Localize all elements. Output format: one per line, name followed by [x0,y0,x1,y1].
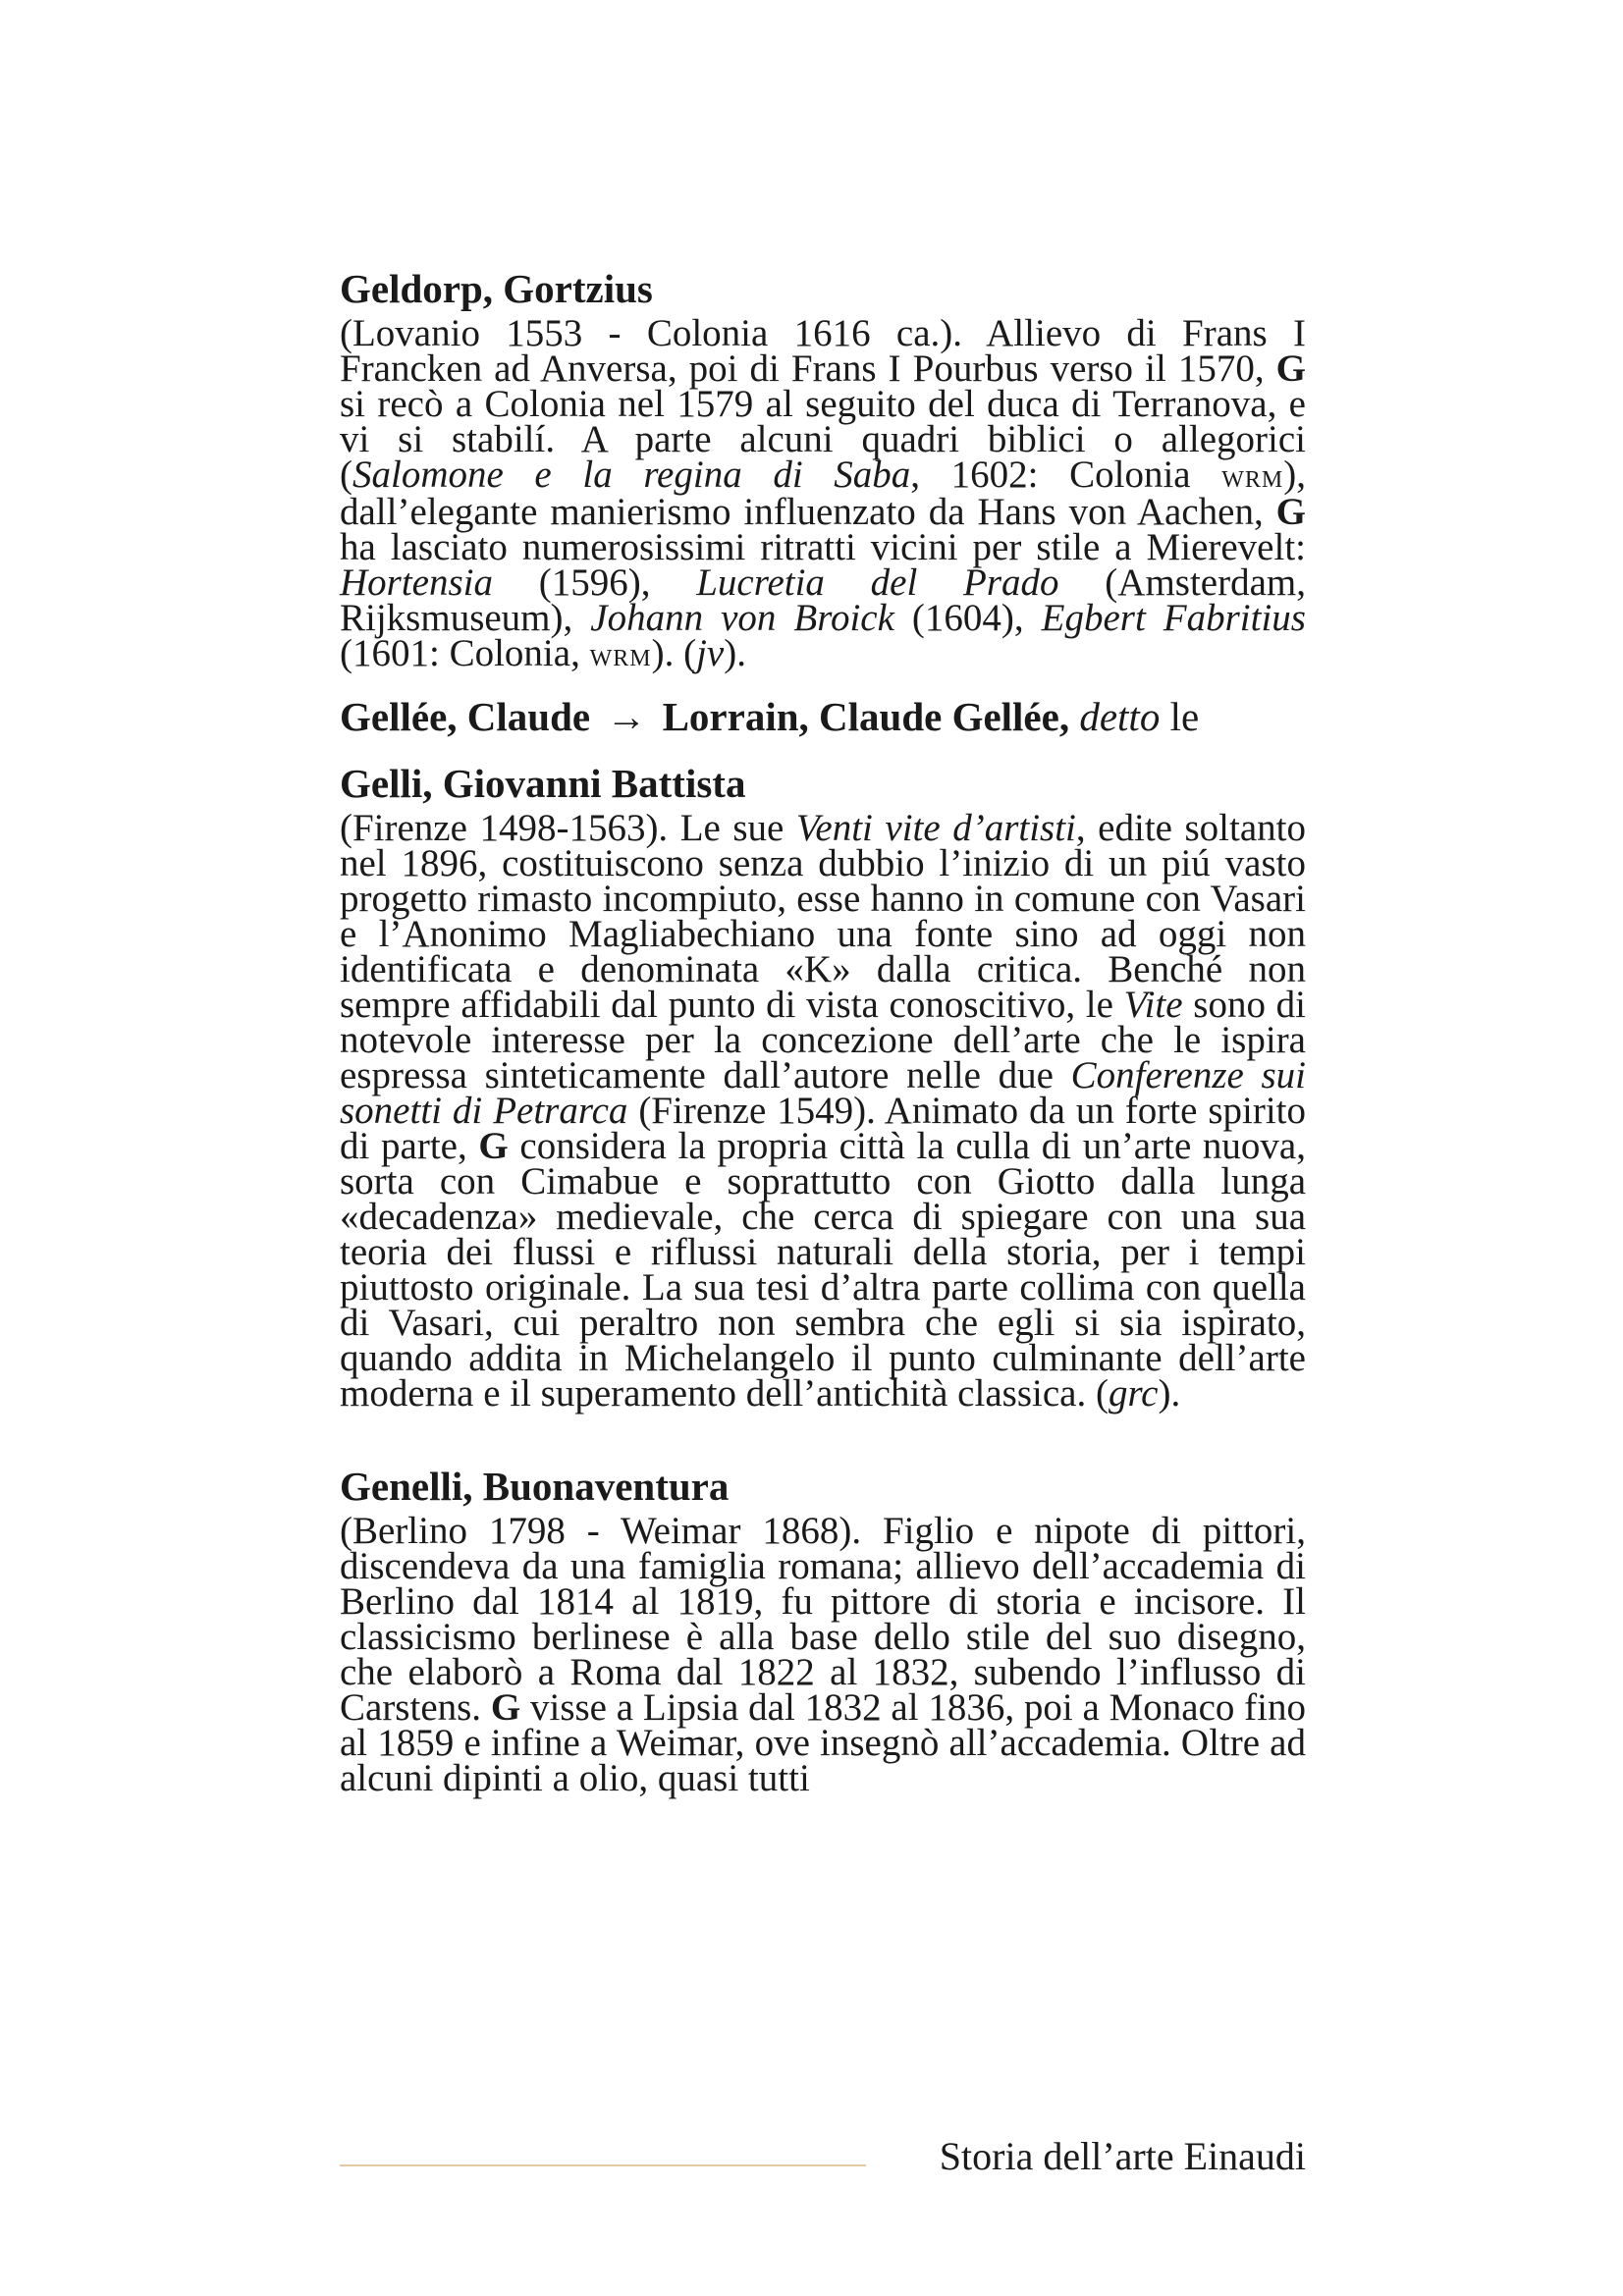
entry-title: Genelli, Buonaventura [340,1464,730,1509]
italic-text: Vite [1123,984,1183,1026]
footer-title: Storia dell’arte Einaudi [939,2134,1306,2178]
body-text: ha lasciato numerosissimi ritratti vicini per stile a Mierevelt: [340,526,1306,568]
entry-body [340,312,1306,674]
arrow-right-icon: → [606,694,647,739]
body-text: (Firenze 1498-1563). Le sue [340,807,796,849]
body-text: (1601: Colonia, [340,632,590,674]
page-footer [340,2132,1306,2181]
italic-text: Conferenze sui sonetti di Petrarca [340,1054,1307,1132]
body-text: (1596), [493,561,697,604]
body-text: , edite soltanto nel 1896, costituiscono senza dubbio l’inizio di un piú vasto progetto rimasto incompiuto, esse hanno in comune con Vasari e l’Anonimo Magliabechiano una fonte sino ad oggi non identificata e denominata «K» dalla critica. Benché non sempre affidabili dal punto di vista conoscitivo, le [340,807,1306,1026]
cross-reference [340,693,1306,740]
cross-reference-name: Gellée, Claude [340,694,591,739]
bold-abbrev: G [1275,491,1306,533]
body-text: (Amsterdam, Rijksmuseum), [340,561,1306,639]
body-text: si recò a Colonia nel 1579 al seguito del duca di Terranova, e vi si stabilí. A parte alcuni quadri biblici o allegorici ( [340,383,1306,496]
body-text: , 1602: Colonia [910,454,1222,496]
smallcaps-abbrev: wrm [1221,458,1284,495]
body-text: (Berlino 1798 - Weimar 1868). Figlio e nipote di pittori, discendeva da una famiglia romana; allievo dell’accademia di Berlino dal 1814 al 1819, fu pittore di storia e incisore. Il classicismo berlinese è alla base dello stile del suo disegno, che elaborò a Roma dal 1822 al 1832, subendo l’influsso di Carstens. [340,1510,1306,1729]
entry-gelli [340,760,1307,1415]
entry-genelli [340,1463,1306,1799]
body-text: considera la propria città la culla di un’arte nuova, sorta con Cimabue e soprattutto con Giotto dalla lunga «decadenza» medievale, che cerca di spiegare con una sua teoria dei flussi e riflussi naturali della storia, per i tempi piuttosto originale. La sua tesi d’altra parte collima con quella di Vasari, cui peraltro non sembra che egli si sia ispirato, quando addita in Michelangelo il punto culminante dell’arte moderna e il superamento dell’antichità classica. ( [340,1125,1306,1415]
body-text: (1604), [893,597,1042,639]
cross-reference-detto: detto [1079,694,1161,739]
cross-reference-target[interactable]: Lorrain, Claude Gellée, [662,694,1070,739]
italic-text: Salomone e la regina di Saba [352,454,911,496]
italic-text: Johann von Broick [590,597,894,639]
footer-rule [340,2164,866,2166]
smallcaps-abbrev: wrm [589,637,652,673]
italic-text: Venti vite d’artisti [795,807,1076,849]
bold-abbrev: G [1275,347,1306,390]
body-text: ). ( [651,632,697,674]
entry-title: Gelli, Giovanni Battista [340,761,746,806]
body-text: ). [1158,1372,1181,1415]
body-text: sono di notevole interesse per la concezione dell’arte che le ispira espressa sinteticamente dall’autore nelle due [340,984,1306,1096]
entry-body [340,1510,1306,1799]
italic-text: jv [696,632,725,674]
body-text: ). [724,632,746,674]
body-text: ), dall’elegante manierismo influenzato da Hans von Aachen, [340,454,1306,533]
bold-abbrev: G [478,1125,509,1167]
page-content [340,265,1307,1799]
italic-text: grc [1108,1372,1159,1415]
entry-body [340,807,1307,1415]
entry-geldorp [340,265,1306,673]
italic-text: Hortensia [340,561,493,604]
cross-reference-le: le [1169,694,1200,739]
body-text: (Firenze 1549). Animato da un forte spirito di parte, [340,1090,1307,1167]
bold-abbrev: G [490,1686,521,1729]
body-text: (Lovanio 1553 - Colonia 1616 ca.). Allievo di Frans I Francken ad Anversa, poi di Frans I Pourbus verso il 1570, [340,312,1306,390]
entry-title: Geldorp, Gortzius [340,266,653,311]
entry-gellee-crossref [340,693,1306,740]
italic-text: Lucretia del Prado [696,561,1059,604]
body-text: visse a Lipsia dal 1832 al 1836, poi a Monaco fino al 1859 e infine a Weimar, ove insegnò all’accademia. Oltre ad alcuni dipinti a olio, quasi tutti [340,1686,1306,1799]
italic-text: Egbert Fabritius [1041,597,1306,639]
